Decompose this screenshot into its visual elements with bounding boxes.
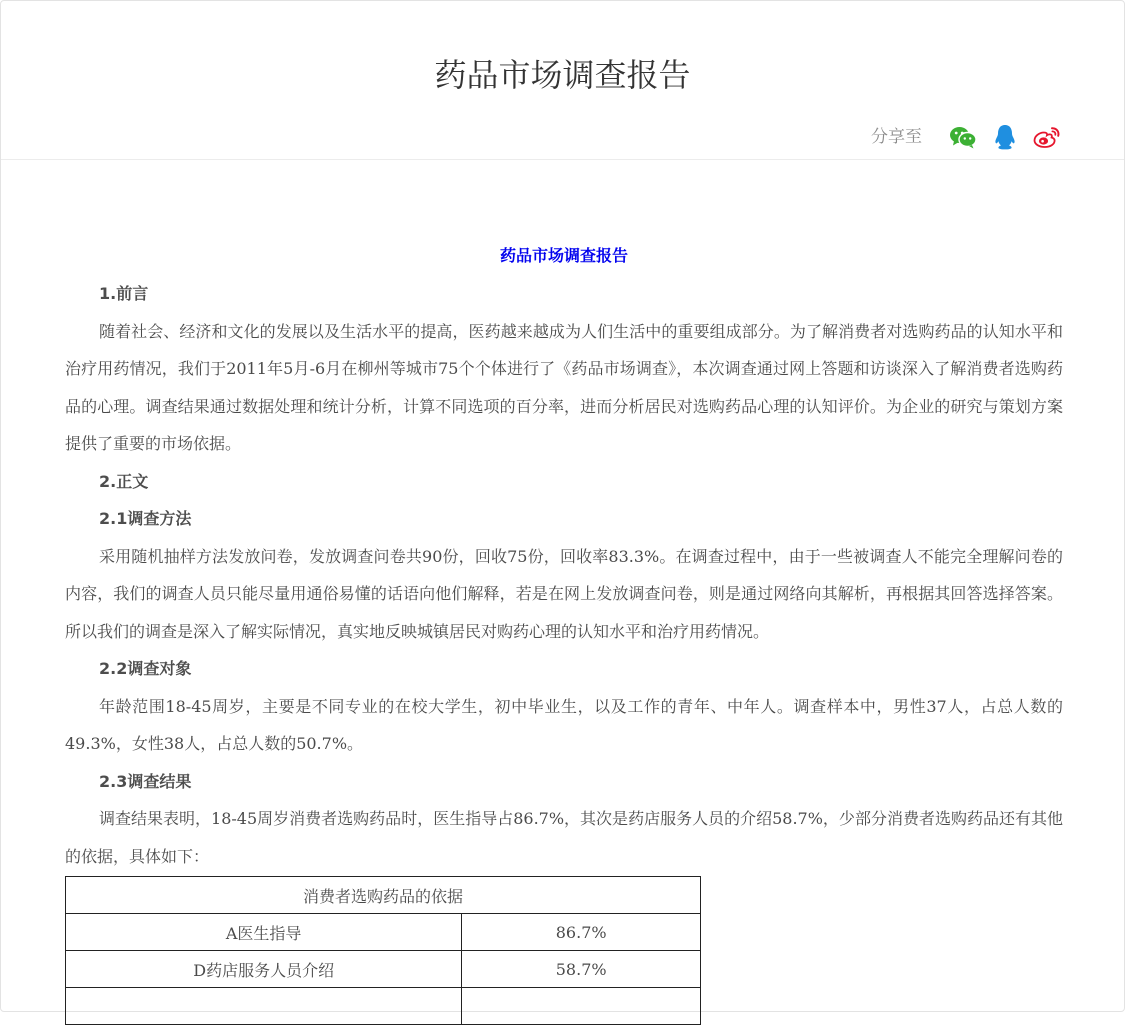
section-heading-preface: 1.前言 (99, 284, 149, 303)
table-cell-label: A医生指导 (66, 914, 462, 951)
section-text-method: 采用随机抽样方法发放问卷，发放调查问卷共90份，回收75份，回收率83.3%。在调查过程中，由于一些被调查人不能完全理解问卷的内容，我们的调查人员只能尽量用通俗易懂的话语向他们解释，若是在网上发放调查问卷，则是通过网络向其解析，再根据其回答选择答案。所以我们的调查是深入了解实际情况，真实地反映城镇居民对购药心理的认知水平和治疗用药情况。 (65, 546, 1063, 641)
share-wechat-button[interactable] (948, 123, 978, 151)
share-qq-button[interactable] (990, 123, 1020, 151)
section-heading-method: 2.1调查方法 (99, 509, 192, 528)
wechat-icon (949, 125, 977, 149)
table-row (66, 988, 701, 1025)
page-title: 药品市场调查报告 (434, 56, 691, 94)
table-cell-label (66, 988, 462, 1025)
basis-table (65, 876, 701, 1025)
share-label: 分享至 (871, 127, 922, 147)
table-cell-value: 86.7% (462, 914, 701, 951)
page-header (1, 1, 1124, 160)
weibo-icon (1033, 125, 1061, 149)
qq-icon (994, 124, 1016, 150)
section-text-result: 调查结果表明，18-45周岁消费者选购药品时，医生指导占86.7%，其次是药店服务人员的介绍58.7%，少部分消费者选购药品还有其他的依据，具体如下： (65, 809, 1063, 866)
section-heading-body: 2.正文 (99, 471, 149, 491)
section-text-preface: 随着社会、经济和文化的发展以及生活水平的提高，医药越来越成为人们生活中的重要组成部分。为了解消费者对选购药品的认知水平和治疗用药情况，我们于2011年5月-6月在柳州等城市75个个体进行了《药品市场调查》，本次调查通过网上答题和访谈深入了解消费者选购药品的心理。调查结果通过数据处理和统计分析，计算不同选项的百分率，进而分析居民对选购药品心理的认知评价。为企业的研究与策划方案提供了重要的市场依据。 (65, 321, 1063, 453)
article-title: 药品市场调查报告 (499, 246, 628, 265)
table-caption: 消费者选购药品的依据 (66, 877, 701, 914)
table-caption-row (66, 877, 701, 914)
article-body (65, 237, 1063, 1025)
section-heading-subject: 2.2调查对象 (99, 659, 192, 678)
table-cell-value: 58.7% (462, 951, 701, 988)
share-weibo-button[interactable] (1032, 123, 1062, 151)
table-row (66, 914, 701, 951)
table-cell-value (462, 988, 701, 1025)
share-bar (871, 123, 1062, 151)
table-row (66, 951, 701, 988)
section-heading-result: 2.3调查结果 (99, 771, 192, 791)
section-text-subject: 年龄范围18-45周岁，主要是不同专业的在校大学生，初中毕业生，以及工作的青年、中年人。调查样本中，男性37人，占总人数的49.3%，女性38人，占总人数的50.7%。 (65, 696, 1063, 753)
table-cell-label: D药店服务人员介绍 (66, 951, 462, 988)
